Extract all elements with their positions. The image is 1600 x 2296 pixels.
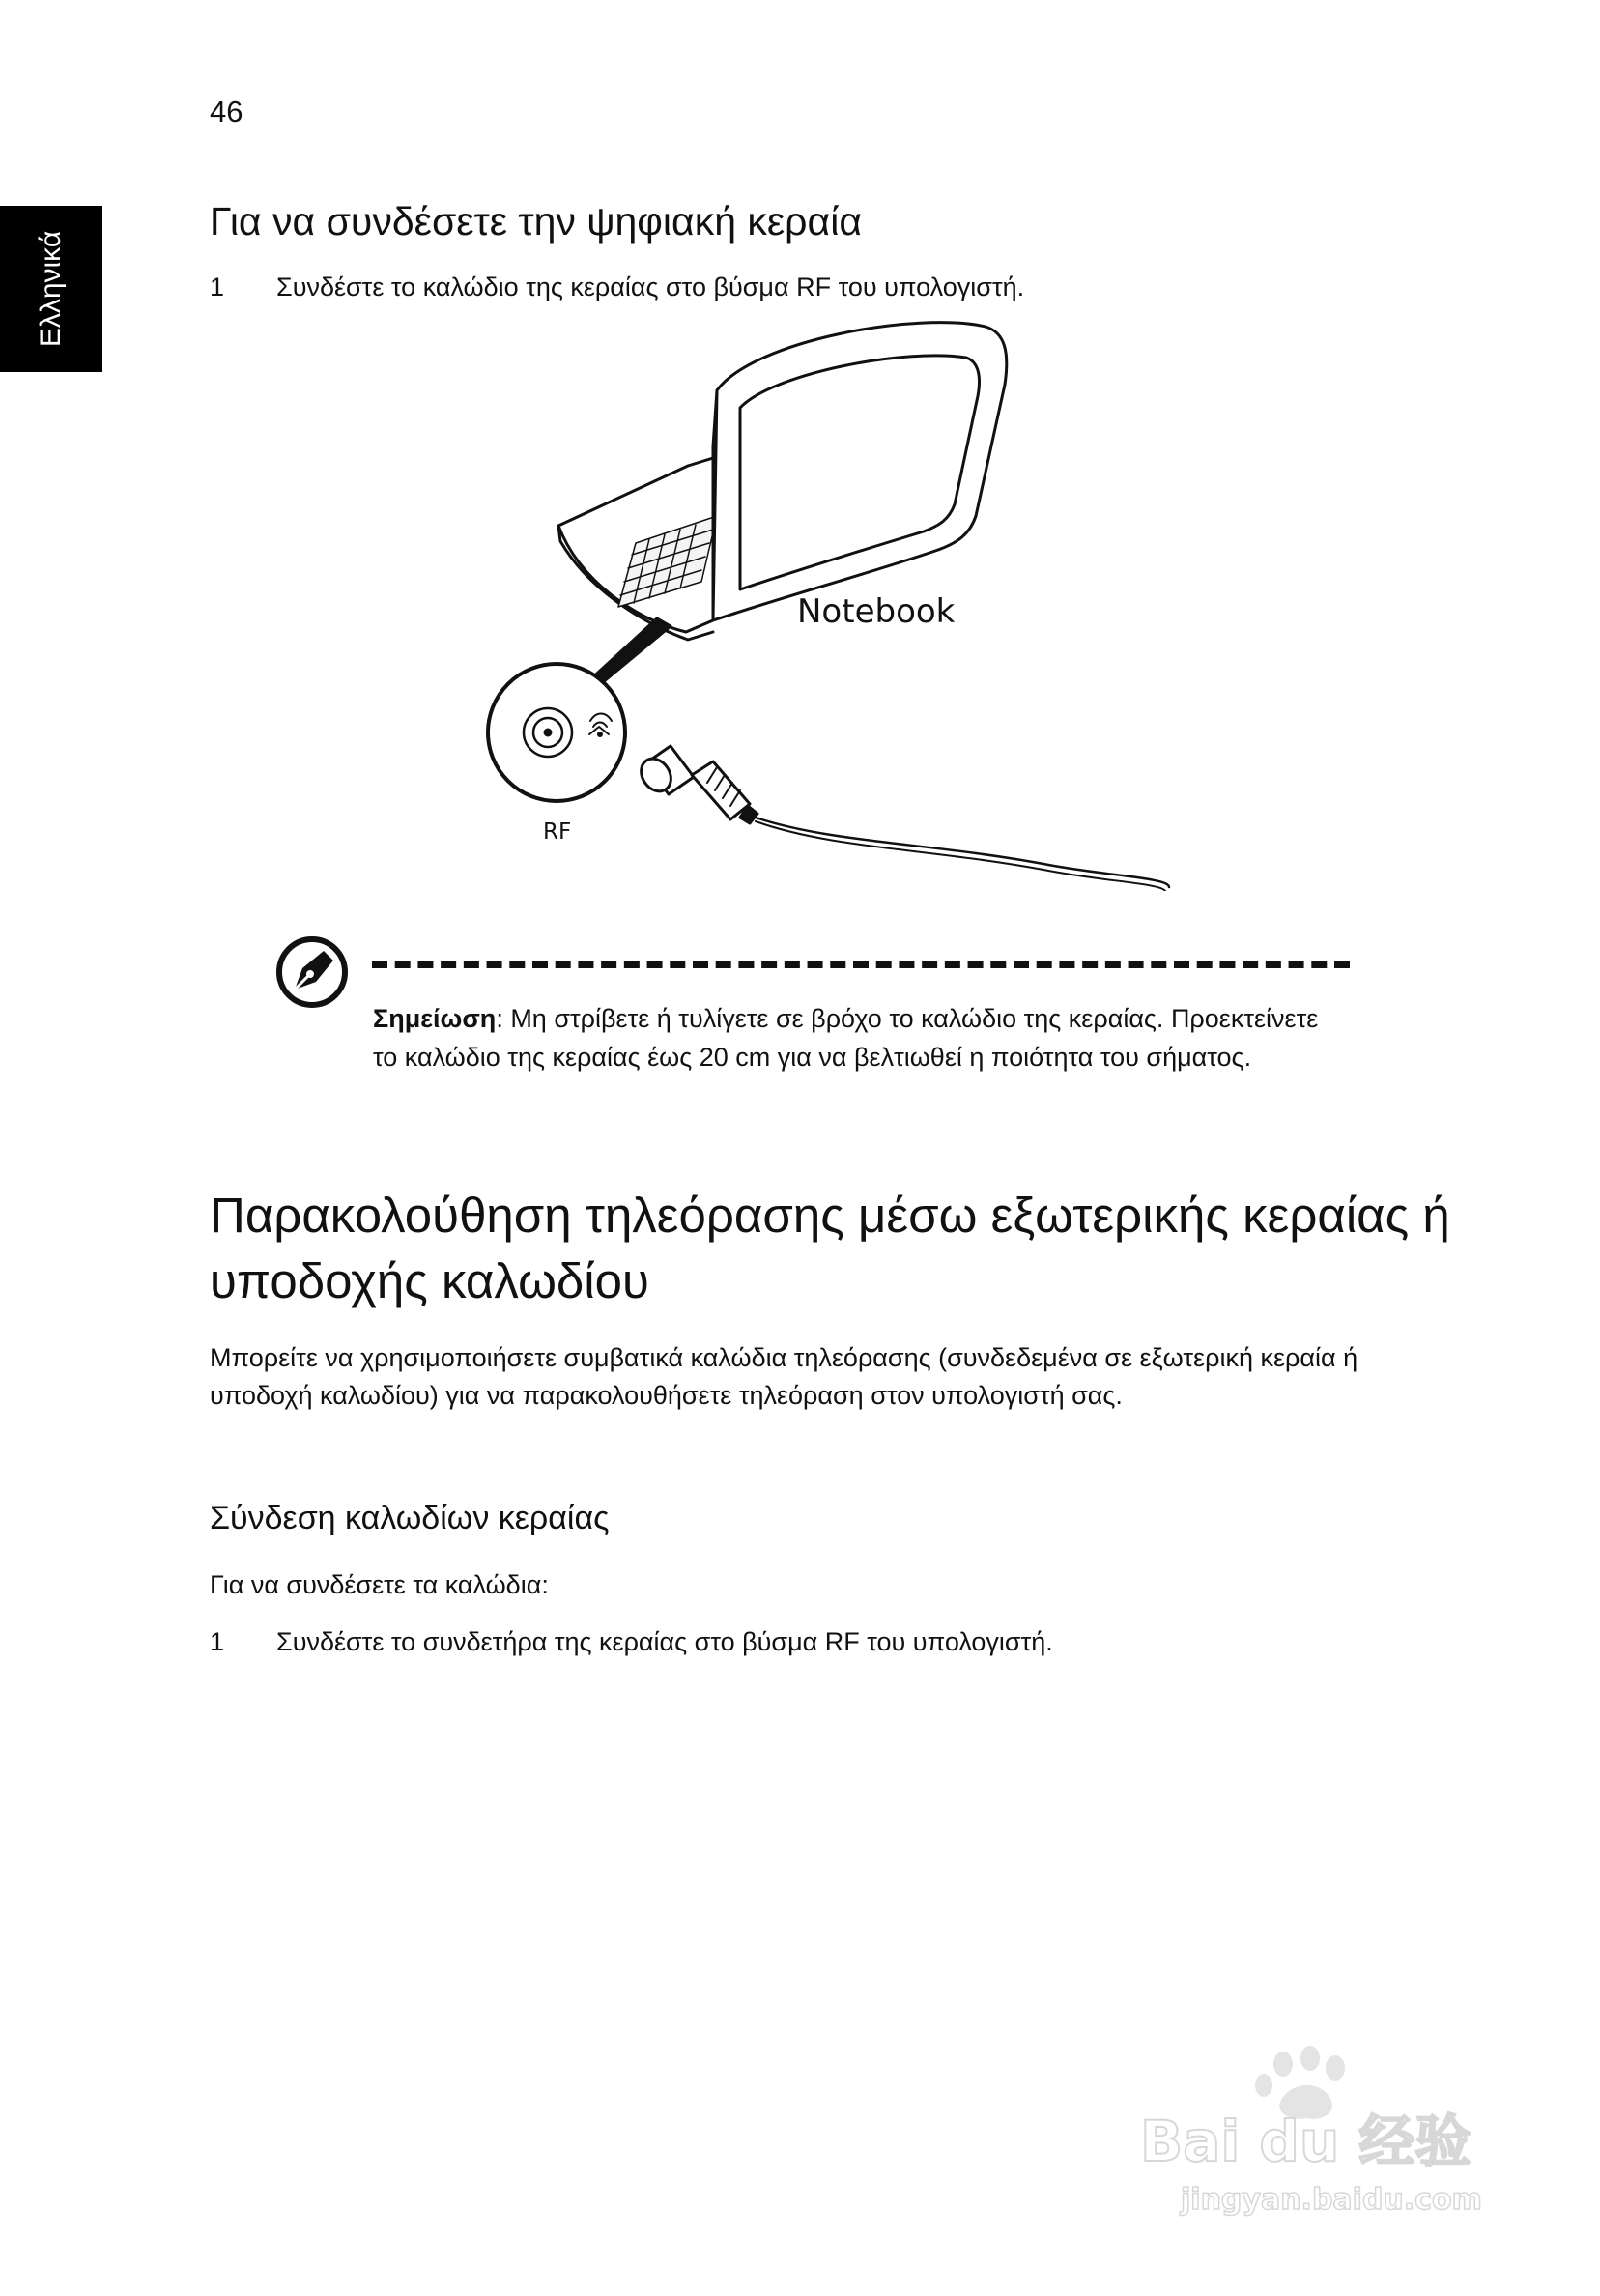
step-number: 1 xyxy=(210,1627,225,1656)
digital-antenna-title: Για να συνδέσετε την ψηφιακή κεραία xyxy=(210,199,863,244)
notebook-rf-illustration xyxy=(464,301,1208,891)
external-antenna-intro: Μπορείτε να χρησιμοποιήσετε συμβατικά καλώδια τηλεόρασης (συνδεδεμένα σε εξωτερική κεραία ή υποδοχή καλωδίου) για να παρακολουθήσετε τηλεόραση στον υπολογιστή σας. xyxy=(210,1343,1358,1410)
rf-label: RF xyxy=(543,819,572,845)
note-pen-icon xyxy=(275,935,349,1009)
language-tab-label: Ελληνικά xyxy=(35,230,67,348)
notebook-label: Notebook xyxy=(797,592,956,631)
language-side-tab xyxy=(0,206,102,372)
connect-cables-text: Για να συνδέσετε τα καλώδια: xyxy=(210,1570,549,1599)
step-text: Συνδέστε το καλώδιο της κεραίας στο βύσμα RF του υπολογιστή. xyxy=(276,273,1025,301)
antenna-connector-step xyxy=(210,1625,1053,1658)
page-number: 46 xyxy=(210,95,243,129)
step-text: Συνδέστε το συνδετήρα της κεραίας στο βύσμα RF του υπολογιστή. xyxy=(276,1627,1053,1656)
rf-cable-connector xyxy=(635,746,757,823)
digital-antenna-step xyxy=(210,271,1024,303)
watermark-brand: Bai du 经验 xyxy=(1140,2109,1471,2174)
note-body: : Μη στρίβετε ή τυλίγετε σε βρόχο το καλώδιο της κεραίας. Προεκτείνετε το καλώδιο της κεραίας έως 20 cm για να βελτιωθεί η ποιότητα του σήματος. xyxy=(373,1004,1319,1072)
rf-cable xyxy=(756,818,1169,887)
note-label: Σημείωση xyxy=(373,1004,497,1033)
antenna-cables-subtitle: Σύνδεση καλωδίων κεραίας xyxy=(210,1500,610,1536)
note-dashed-rule xyxy=(372,961,1350,968)
baidu-watermark xyxy=(1121,2037,1507,2230)
watermark-url: jingyan.baidu.com xyxy=(1181,2183,1482,2217)
external-antenna-title: Παρακολούθηση τηλεόρασης μέσω εξωτερικής κεραίας ή υποδοχής καλωδίου xyxy=(210,1188,1450,1308)
rf-port-callout xyxy=(488,664,625,801)
note-text xyxy=(373,999,1339,1076)
step-number: 1 xyxy=(210,273,225,301)
